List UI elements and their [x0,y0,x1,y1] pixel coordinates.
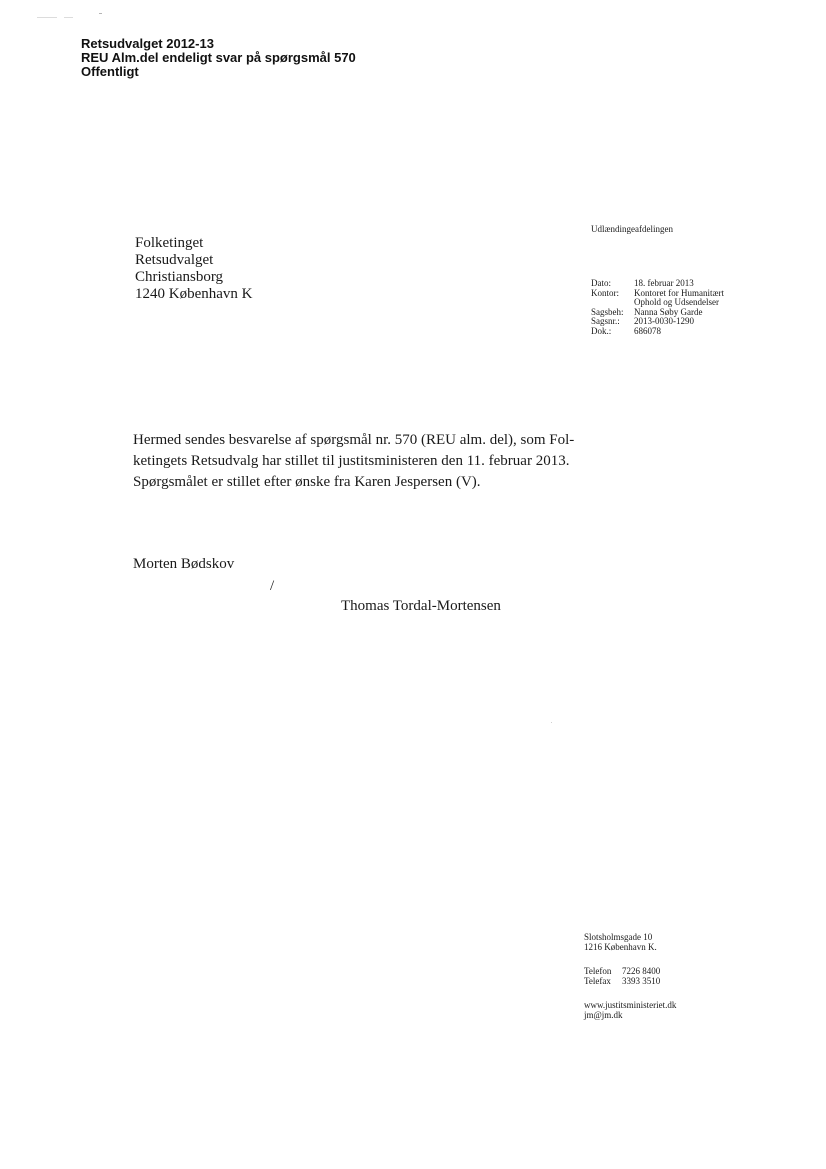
meta-value: 2013-0030-1290 [634,316,694,327]
recipient-line: Christiansborg [135,269,224,285]
meta-value: Kontoret for Humanitært [634,287,724,298]
footer-address [584,932,657,952]
scan-speck [64,17,73,18]
footer-city: 1216 København K. [584,942,657,952]
recipient-address [135,235,252,303]
footer-contact [584,966,660,986]
recipient-line: 1240 København K [135,286,253,302]
footer-phone-row [584,966,660,976]
scan-speck [551,722,552,723]
body-line: Spørgsmålet er stillet efter ønske fra Karen Jespersen (V). [133,474,481,490]
recipient-line: Folketinget [135,235,204,251]
letter-body [133,430,575,493]
footer-web [584,1000,676,1020]
scan-speck [37,17,57,18]
meta-value: 18. februar 2013 [634,278,694,288]
letter-metadata [591,279,724,337]
meta-label: Sagsnr.: [591,316,620,327]
document-reference: REU Alm.del endeligt svar på spørgsmål 570 [81,50,356,65]
meta-value: Nanna Søby Garde [634,306,703,317]
meta-label: Dok.: [591,325,612,336]
email-link[interactable]: jm@jm.dk [584,1010,623,1020]
fax-value: 3393 3510 [622,976,661,986]
fax-label: Telefax [584,976,611,986]
phone-label: Telefon [584,966,612,976]
meta-label: Sagsbeh: [591,306,624,317]
meta-row-document [591,327,724,337]
footer-street: Slotsholmsgade 10 [584,932,653,942]
recipient-line: Retsudvalget [135,252,214,268]
body-line: Hermed sendes besvarelse af spørgsmål nr. 570 (REU alm. del), som Fol- [133,432,575,448]
footer-fax-row [584,976,660,986]
meta-label: Dato: [591,278,611,288]
access-status: Offentligt [81,64,139,79]
body-line: ketingets Retsudvalg har stillet til justitsministeren den 11. februar 2013. [133,453,570,469]
signature-separator: / [270,578,275,594]
document-reference-header [81,37,356,79]
meta-value: Ophold og Udsendelser [634,297,719,308]
signatory-official: Thomas Tordal-Mortensen [341,598,501,614]
signatory-minister: Morten Bødskov [133,556,235,572]
scan-speck [99,13,102,14]
department-name: Udlændingeafdelingen [591,224,673,234]
phone-value: 7226 8400 [622,966,661,976]
meta-label: Kontor: [591,287,619,298]
meta-value: 686078 [634,325,661,336]
committee-title: Retsudvalget 2012-13 [81,36,214,51]
website-link[interactable]: www.justitsministeriet.dk [584,1000,677,1010]
